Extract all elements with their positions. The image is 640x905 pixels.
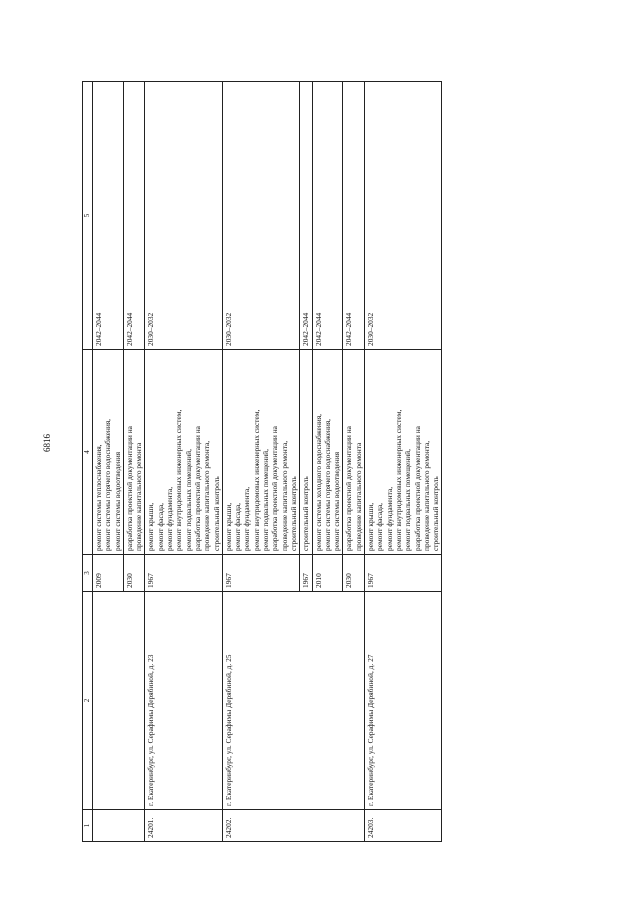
period-cell: 2042–2044	[93, 82, 124, 350]
work-item: строительный контроль	[211, 476, 221, 551]
work-item: ремонт системы горячего водоснабжения,	[322, 418, 332, 551]
work-item: ремонт системы холодного водоснабжения,	[313, 414, 323, 551]
works-cell	[93, 350, 124, 555]
work-item: ремонт подвальных помещений,	[261, 449, 271, 551]
header-col-2: 2	[83, 592, 93, 810]
work-item: строительный контроль	[288, 476, 298, 551]
work-item: разработка проектной документации на	[124, 426, 134, 551]
year-cell: 2009	[93, 555, 124, 592]
row-number: 24201.	[145, 810, 222, 842]
period-cell: 2030–2032	[145, 82, 222, 350]
table-row	[145, 82, 222, 842]
work-item: ремонт системы водоотведения	[112, 451, 122, 551]
header-col-1: 1	[83, 810, 93, 842]
period-cell: 2042–2044	[123, 82, 145, 350]
period-cell: 2030–2032	[365, 82, 442, 350]
row-number: 24202.	[222, 810, 364, 842]
work-item: разработка проектной документации на	[270, 426, 280, 551]
year-cell: 1967	[365, 555, 442, 592]
period-cell: 2030–2032	[222, 82, 299, 350]
work-item: проведение капитального ремонта,	[202, 440, 212, 551]
work-item: разработка проектной документации на	[344, 426, 354, 551]
period-cell: 2042–2044	[312, 82, 343, 350]
year-cell: 1967	[222, 555, 299, 592]
work-item: ремонт крыши,	[223, 502, 233, 551]
header-col-4: 4	[83, 350, 93, 555]
header-col-5: 5	[83, 82, 93, 350]
year-cell: 2030	[123, 555, 145, 592]
work-item: ремонт фундамента,	[165, 486, 175, 551]
work-item: проведение капитального ремонта	[134, 442, 144, 551]
table-row	[93, 82, 124, 842]
work-item: разработка проектной документации на	[412, 426, 422, 551]
work-item: ремонт фасада,	[375, 503, 385, 551]
works-cell	[145, 350, 222, 555]
row-number	[93, 810, 145, 842]
work-item: проведение капитального ремонта,	[279, 440, 289, 551]
work-item: ремонт фундамента,	[384, 486, 394, 551]
year-cell: 2030	[343, 555, 365, 592]
table-row	[365, 82, 442, 842]
work-item: строительный контроль	[301, 476, 311, 551]
period-cell: 2042–2044	[343, 82, 365, 350]
work-item: ремонт подвальных помещений,	[183, 449, 193, 551]
repair-schedule-table	[82, 81, 442, 842]
building-address: г. Екатеринбург, ул. Серафимы Дерябиной, д. 23	[145, 592, 222, 810]
works-cell	[222, 350, 299, 555]
row-number: 24203.	[365, 810, 442, 842]
building-address	[93, 592, 145, 810]
table-body	[93, 82, 442, 842]
work-item: разработка проектной документации на	[192, 426, 202, 551]
works-cell	[365, 350, 442, 555]
year-cell: 1967	[145, 555, 222, 592]
works-cell	[343, 350, 365, 555]
works-cell	[300, 350, 312, 555]
works-cell	[312, 350, 343, 555]
work-item: строительный контроль	[431, 476, 441, 551]
year-cell: 2010	[312, 555, 343, 592]
work-item: ремонт фундамента,	[242, 486, 252, 551]
work-item: проведение капитального ремонта	[353, 442, 363, 551]
work-item: ремонт системы горячего водоснабжения,	[103, 418, 113, 551]
work-item: ремонт внутридомовых инженерных систем,	[174, 409, 184, 551]
work-item: ремонт фасада,	[233, 503, 243, 551]
work-item: ремонт крыши,	[146, 502, 156, 551]
work-item: ремонт подвальных помещений,	[403, 449, 413, 551]
work-item: ремонт системы теплоснабжения,	[94, 444, 103, 551]
works-cell	[123, 350, 145, 555]
work-item: ремонт фасада,	[155, 503, 165, 551]
header-row	[83, 82, 93, 842]
table-row	[222, 82, 299, 842]
work-item: ремонт внутридомовых инженерных систем,	[393, 409, 403, 551]
rotated-table-container	[82, 82, 530, 842]
page-number: 6816	[42, 434, 52, 452]
year-cell: 1967	[300, 555, 312, 592]
building-address: г. Екатеринбург, ул. Серафимы Дерябиной, д. 27	[365, 592, 442, 810]
work-item: ремонт системы водоотведения	[332, 451, 342, 551]
header-col-3: 3	[83, 555, 93, 592]
period-cell: 2042–2044	[300, 82, 312, 350]
work-item: ремонт крыши,	[366, 502, 376, 551]
building-address: г. Екатеринбург, ул. Серафимы Дерябиной, д. 25	[222, 592, 364, 810]
work-item: проведение капитального ремонта,	[421, 440, 431, 551]
work-item: ремонт внутридомовых инженерных систем,	[251, 409, 261, 551]
